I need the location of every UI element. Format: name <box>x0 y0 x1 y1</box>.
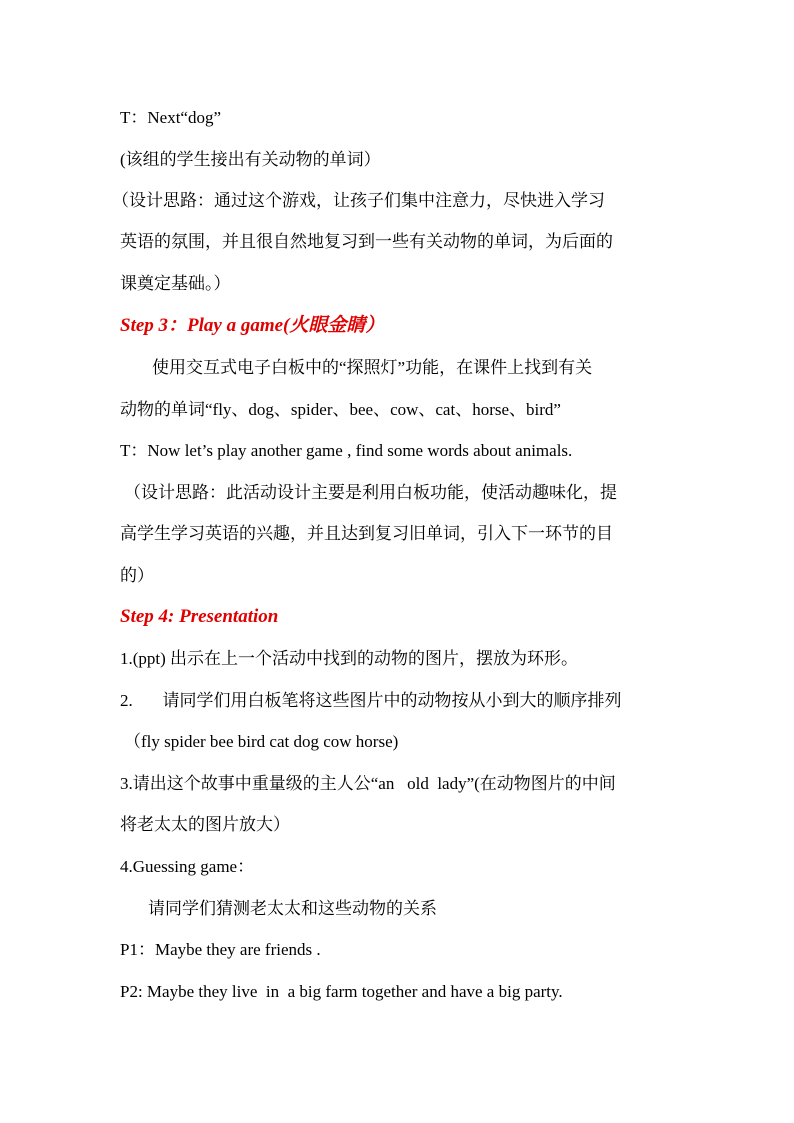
step3-paragraph: 动物的单词“fly、dog、spider、bee、cow、cat、horse、bird” <box>120 400 561 419</box>
student-note: (该组的学生接出有关动物的单词） <box>120 150 381 169</box>
list-item-1: 1.(ppt) 出示在上一个活动中找到的动物的图片，摆放为环形。 <box>120 649 579 668</box>
teacher-line-game: T：Now let’s play another game , find some words about animals. <box>120 441 573 460</box>
step4-heading: Step 4: Presentation <box>120 606 279 627</box>
step3-paragraph: 使用交互式电子白板中的“探照灯”功能，在课件上找到有关 <box>152 358 593 377</box>
list-item-3-detail: 将老太太的图片放大） <box>120 815 290 834</box>
student-line-p1: P1：Maybe they are friends . <box>120 940 321 959</box>
design-rationale-line: （设计思路：此活动设计主要是利用白板功能，使活动趣味化，提 <box>124 483 617 502</box>
design-rationale-line: 英语的氛围，并且很自然地复习到一些有关动物的单词，为后面的 <box>120 232 613 251</box>
list-item-3: 3.请出这个故事中重量级的主人公“an old lady”(在动物图片的中间 <box>120 774 616 793</box>
design-rationale-line: 的） <box>120 566 154 585</box>
design-rationale-line: 课奠定基础。） <box>120 274 231 293</box>
design-rationale-line: 高学生学习英语的兴趣，并且达到复习旧单词，引入下一环节的目 <box>120 524 613 543</box>
design-rationale-line: （设计思路：通过这个游戏，让孩子们集中注意力，尽快进入学习 <box>112 191 605 210</box>
list-item-2-detail: （fly spider bee bird cat dog cow horse) <box>124 732 399 751</box>
list-item-4: 4.Guessing game： <box>120 857 255 876</box>
list-item-4-detail: 请同学们猜测老太太和这些动物的关系 <box>148 899 437 918</box>
student-line-p2: P2: Maybe they live in a big farm together and have a big party. <box>120 982 563 1001</box>
step3-heading: Step 3：Play a game(火眼金睛） <box>120 315 385 336</box>
list-item-2: 2. 请同学们用白板笔将这些图片中的动物按从小到大的顺序排列 <box>120 691 622 710</box>
teacher-line-next-dog: T：Next“dog” <box>120 108 222 127</box>
